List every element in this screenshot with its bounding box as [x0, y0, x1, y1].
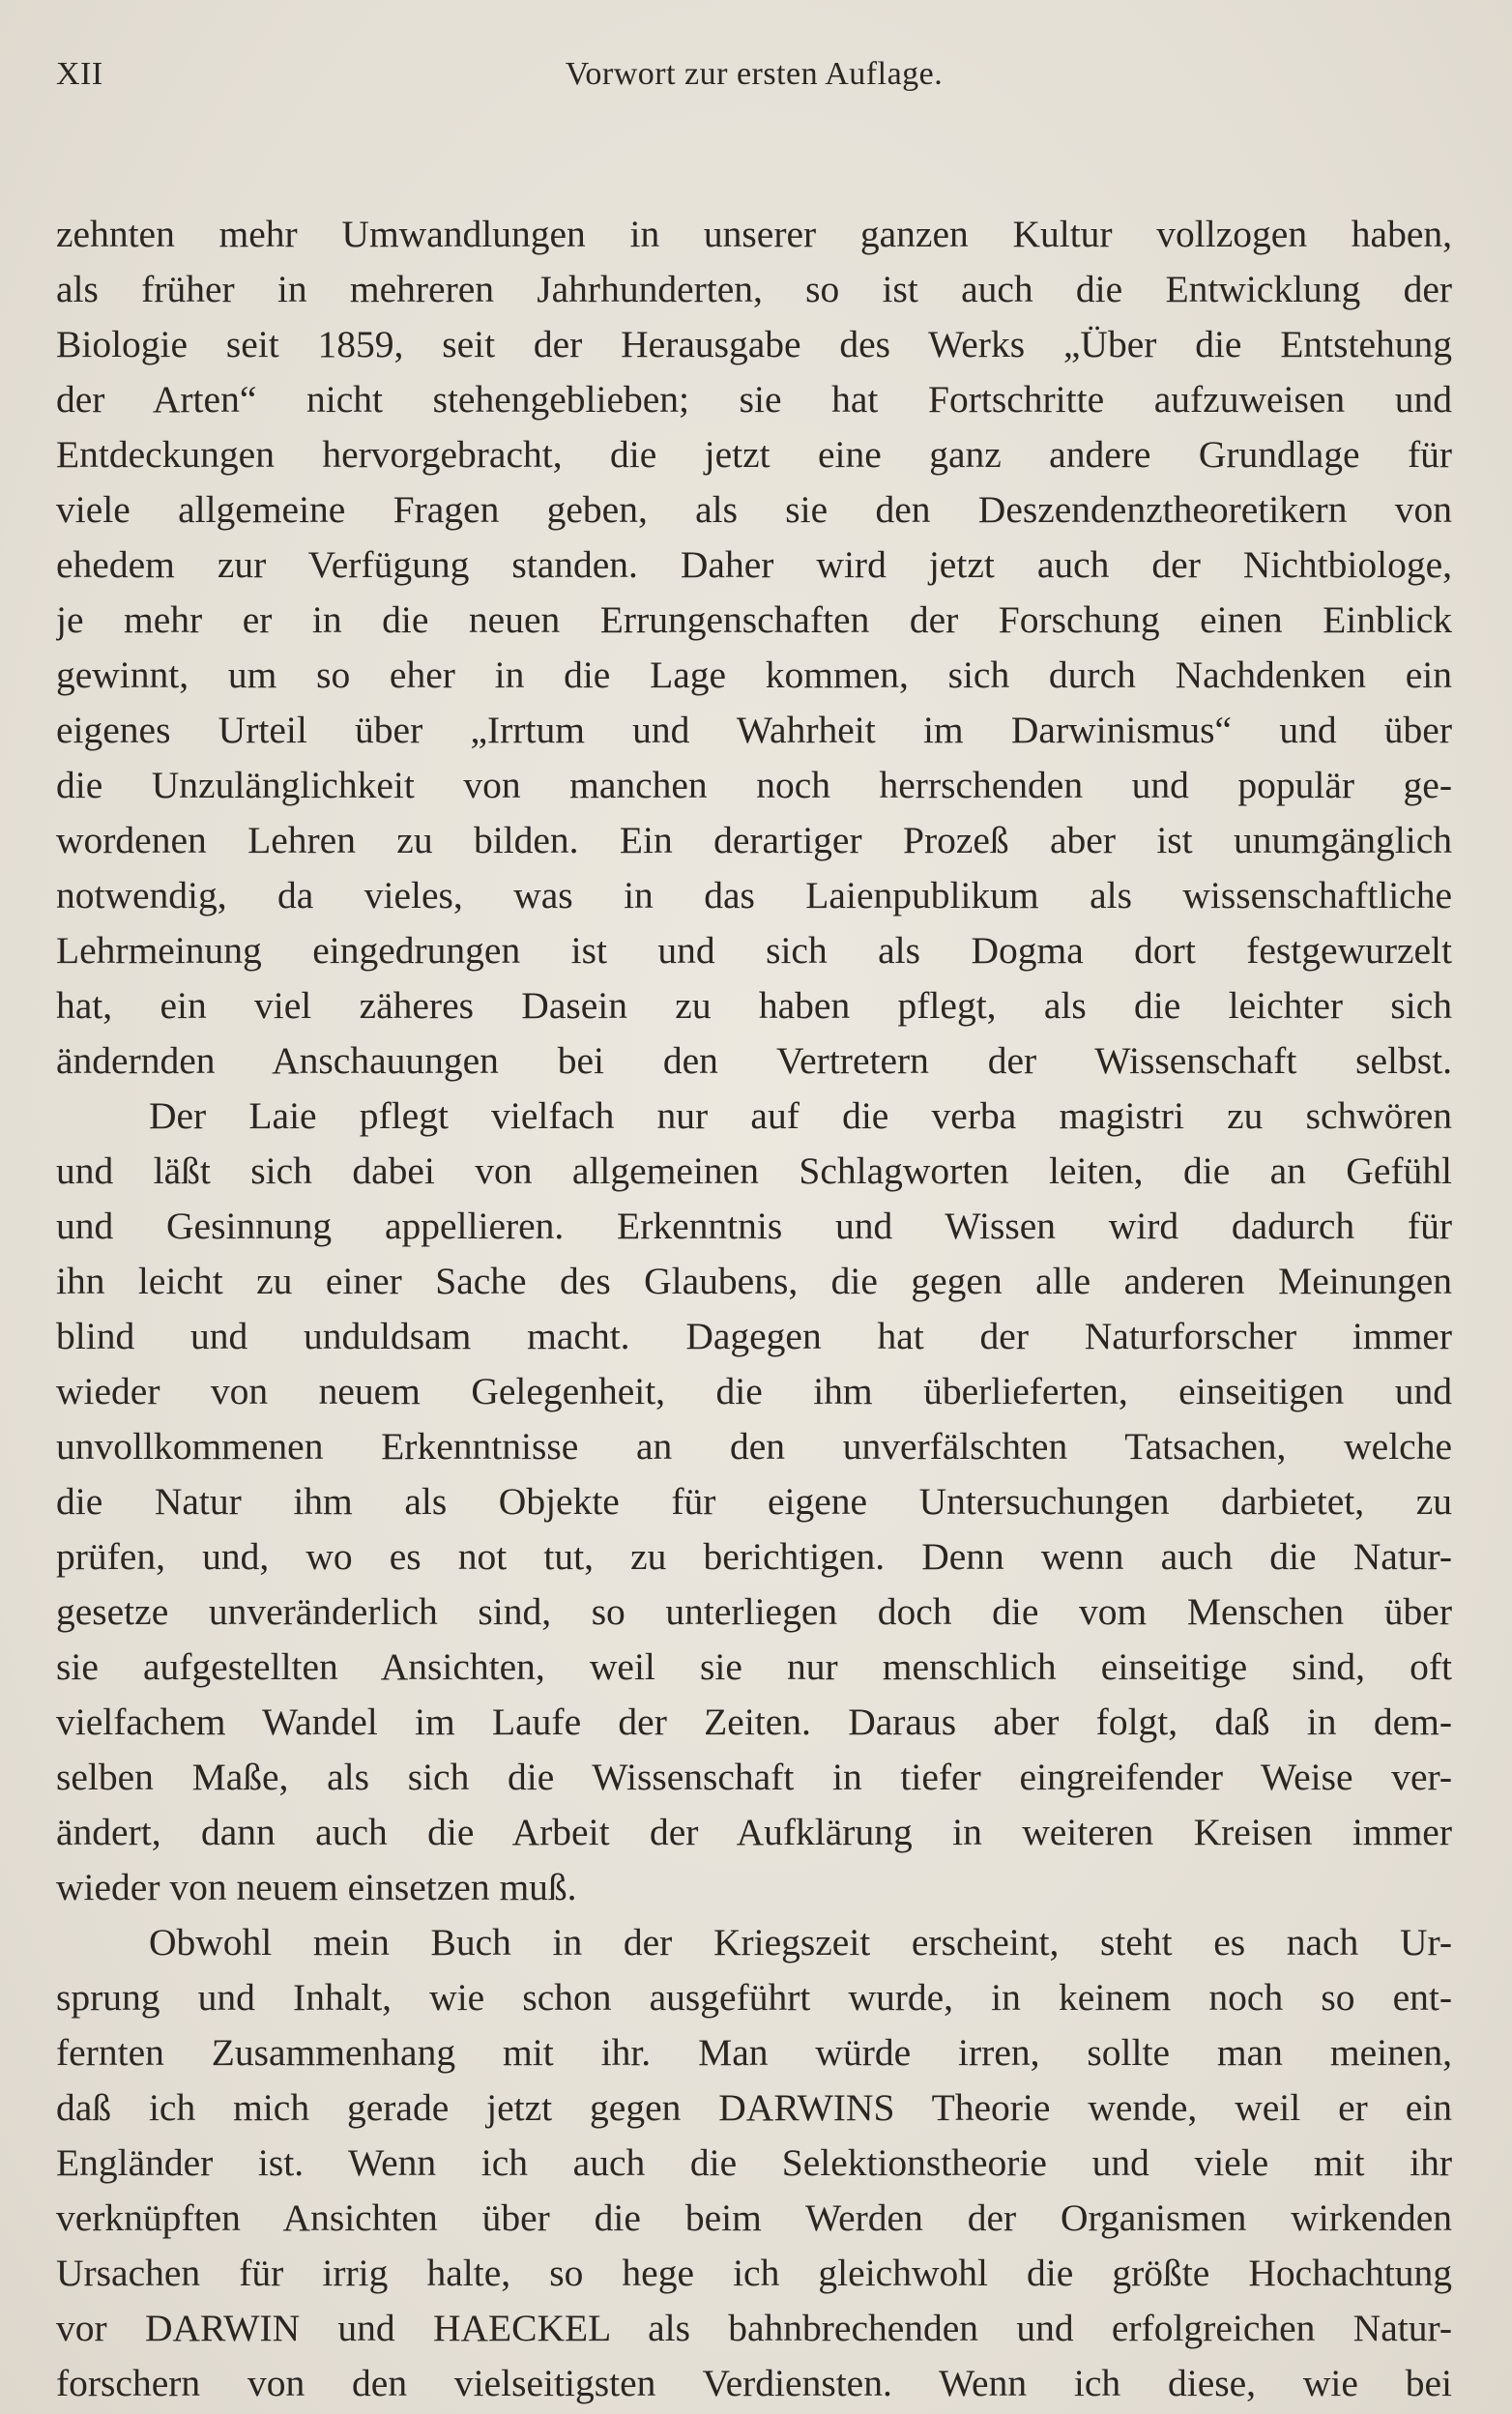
text-line: je mehr er in die neuen Errungenschaften der Forschung einen Einblick: [56, 598, 1452, 641]
text-line: sie aufgestellten Ansichten, weil sie nur menschlich einseitige sind, oft: [56, 1645, 1452, 1688]
text-line: vielfachem Wandel im Laufe der Zeiten. Daraus aber folgt, daß in dem-: [56, 1701, 1452, 1743]
text-line: Obwohl mein Buch in der Kriegszeit erscheint, steht es nach Ur-: [149, 1921, 1452, 1963]
body-text: [56, 207, 1452, 2411]
text-line: gewinnt, um so eher in die Lage kommen, sich durch Nachdenken ein: [56, 654, 1452, 696]
text-line: vor DARWIN und HAECKEL als bahnbrechenden und erfolgreichen Natur-: [56, 2307, 1452, 2349]
text-line: unvollkommenen Erkenntnisse an den unverfälschten Tatsachen, welche: [56, 1425, 1452, 1468]
text-line: wieder von neuem einsetzen muß.: [56, 1866, 577, 1908]
text-line: der Arten“ nicht stehengeblieben; sie hat Fortschritte aufzuweisen und: [56, 378, 1452, 421]
text-line: notwendig, da vieles, was in das Laienpublikum als wissenschaftliche: [56, 874, 1452, 916]
text-line: blind und unduldsam macht. Dagegen hat der Naturforscher immer: [56, 1315, 1452, 1357]
text-line: hat, ein viel zäheres Dasein zu haben pflegt, als die leichter sich: [56, 984, 1452, 1027]
text-line: wordenen Lehren zu bilden. Ein derartiger Prozeß aber ist unumgänglich: [56, 819, 1452, 861]
text-line: zehnten mehr Umwandlungen in unserer ganzen Kultur vollzogen haben,: [56, 213, 1452, 255]
text-line: gesetze unveränderlich sind, so unterliegen doch die vom Menschen über: [56, 1590, 1452, 1633]
text-line: fernten Zusammenhang mit ihr. Man würde irren, sollte man meinen,: [56, 2031, 1452, 2074]
text-line: als früher in mehreren Jahrhunderten, so ist auch die Entwicklung der: [56, 268, 1452, 310]
text-line: die Unzulänglichkeit von manchen noch herrschenden und populär ge-: [56, 764, 1452, 806]
text-line: daß ich mich gerade jetzt gegen DARWINS Theorie wende, weil er ein: [56, 2086, 1452, 2129]
text-line: verknüpften Ansichten über die beim Werden der Organismen wirkenden: [56, 2196, 1452, 2239]
text-line: Lehrmeinung eingedrungen ist und sich als Dogma dort festgewurzelt: [56, 929, 1452, 972]
text-line: ihn leicht zu einer Sache des Glaubens, die gegen alle anderen Meinungen: [56, 1260, 1452, 1302]
text-line: und läßt sich dabei von allgemeinen Schlagworten leiten, die an Gefühl: [56, 1149, 1452, 1192]
text-line: wieder von neuem Gelegenheit, die ihm überlieferten, einseitigen und: [56, 1370, 1452, 1412]
text-line: die Natur ihm als Objekte für eigene Untersuchungen darbietet, zu: [56, 1480, 1452, 1523]
text-line: Entdeckungen hervorgebracht, die jetzt eine ganz andere Grundlage für: [56, 433, 1452, 476]
text-line: Ursachen für irrig halte, so hege ich gleichwohl die größte Hochachtung: [56, 2252, 1452, 2294]
page-number: XII: [56, 56, 103, 92]
text-line: ändert, dann auch die Arbeit der Aufklärung in weiteren Kreisen immer: [56, 1811, 1452, 1853]
text-line: eigenes Urteil über „Irrtum und Wahrheit im Darwinismus“ und über: [56, 709, 1452, 751]
text-line: ändernden Anschauungen bei den Vertretern der Wissenschaft selbst.: [56, 1039, 1452, 1082]
text-line: selben Maße, als sich die Wissenschaft in tiefer eingreifender Weise ver-: [56, 1756, 1452, 1798]
text-line: Engländer ist. Wenn ich auch die Selektionstheorie und viele mit ihr: [56, 2141, 1452, 2184]
text-line: prüfen, und, wo es not tut, zu berichtigen. Denn wenn auch die Natur-: [56, 1535, 1452, 1578]
text-line: ehedem zur Verfügung standen. Daher wird jetzt auch der Nichtbiologe,: [56, 543, 1452, 586]
running-title: Vorwort zur ersten Auflage.: [565, 56, 944, 92]
text-line: forschern von den vielseitigsten Verdiensten. Wenn ich diese, wie bei: [56, 2362, 1452, 2404]
text-line: und Gesinnung appellieren. Erkenntnis und Wissen wird dadurch für: [56, 1205, 1452, 1247]
text-line: Der Laie pflegt vielfach nur auf die verba magistri zu schwören: [149, 1094, 1452, 1137]
running-head: [56, 56, 1452, 110]
text-line: sprung und Inhalt, wie schon ausgeführt wurde, in keinem noch so ent-: [56, 1976, 1452, 2019]
text-line: Biologie seit 1859, seit der Herausgabe des Werks „Über die Entstehung: [56, 323, 1452, 365]
text-line: viele allgemeine Fragen geben, als sie den Deszendenztheoretikern von: [56, 488, 1452, 531]
